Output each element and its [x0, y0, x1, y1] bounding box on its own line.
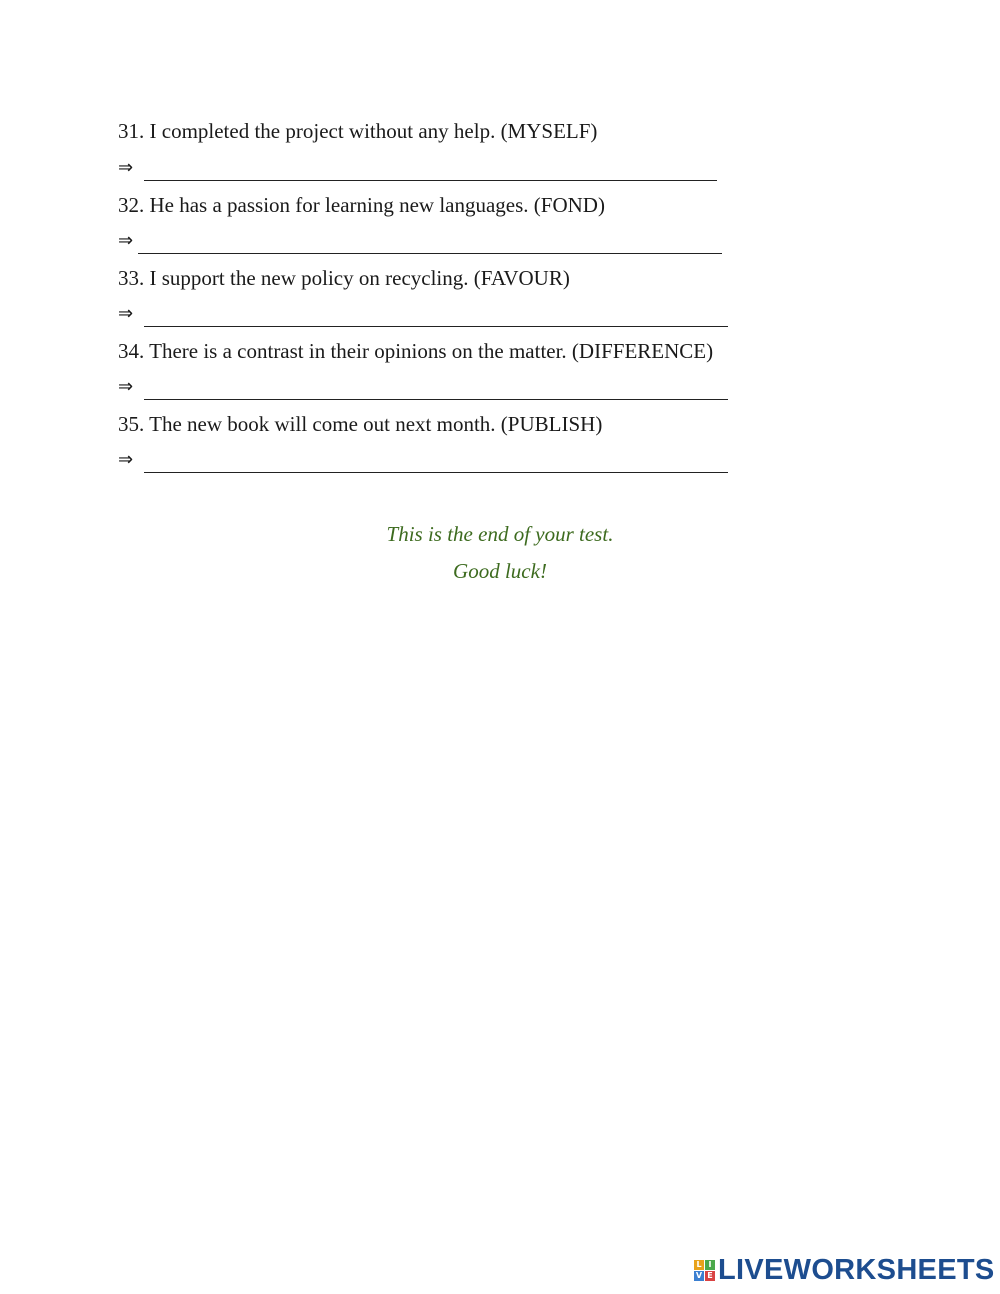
logo-block-i: I [705, 1260, 715, 1270]
logo-block-e: E [705, 1271, 715, 1281]
answer-row-32 [118, 228, 723, 254]
answer-input-33[interactable] [144, 302, 728, 327]
answer-row-31 [118, 155, 718, 181]
closing-end-text: This is the end of your test. [386, 522, 614, 546]
arrow-icon: ⇒ [118, 303, 134, 324]
answer-row-35 [118, 447, 728, 473]
logo-blocks-icon [694, 1260, 715, 1281]
liveworksheets-logo[interactable] [694, 1253, 995, 1286]
closing-good-luck: Good luck! [453, 559, 547, 583]
question-35: 35. The new book will come out next month. (PUBLISH) [118, 412, 603, 436]
arrow-icon: ⇒ [118, 157, 134, 178]
arrow-icon: ⇒ [118, 376, 134, 397]
answer-row-34 [118, 374, 728, 400]
answer-input-34[interactable] [144, 375, 728, 400]
answer-input-31[interactable] [144, 156, 717, 181]
logo-block-v: V [695, 1270, 703, 1280]
question-32: 32. He has a passion for learning new languages. (FOND) [118, 193, 605, 217]
question-33: 33. I support the new policy on recycling. (FAVOUR) [118, 266, 570, 290]
arrow-icon: ⇒ [118, 449, 134, 470]
logo-block-l: L [694, 1260, 704, 1270]
answer-input-32[interactable] [138, 229, 722, 254]
arrow-icon: ⇒ [118, 230, 134, 251]
question-34: 34. There is a contrast in their opinions on the matter. (DIFFERENCE) [118, 339, 714, 363]
question-31: 31. I completed the project without any help. (MYSELF) [118, 119, 598, 143]
answer-row-33 [118, 301, 728, 327]
answer-input-35[interactable] [144, 448, 728, 473]
logo-text: LIVEWORKSHEETS [718, 1253, 995, 1286]
